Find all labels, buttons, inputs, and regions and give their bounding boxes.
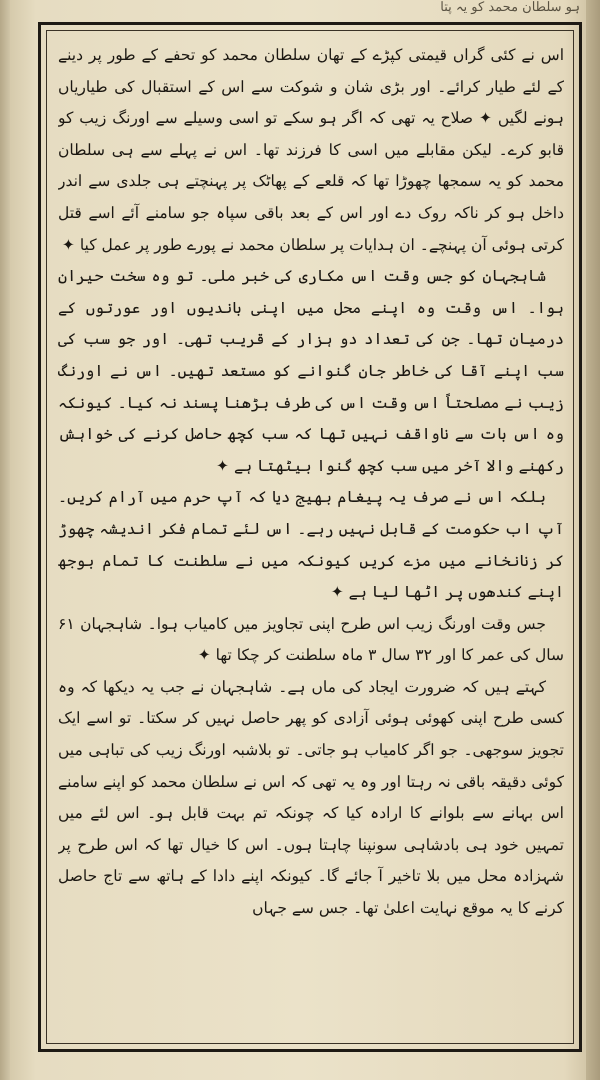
book-edge-right	[586, 0, 600, 1080]
paragraph-2: شاہجہان کو جس وقت اس مکاری کی خبر ملی۔ تو وہ سخت حیران ہوا۔ اس وقت وہ اپنے محل میں اپنی باندیوں اور عورتوں کے درمیان تھا۔ جن کی تعداد دو ہزار کے قریب تھی۔ اور جو سب کی سب اپنے آقا کی خاطر جان گنوانے کو مستعد تھیں۔ اس نے اورنگ زیب نے مصلحتاً اس وقت اس کی طرف بڑھنا پسند نہ کیا۔ کیونکہ وہ اس بات سے ناواقف نہیں تھا کہ سب کچھ حاصل کرنے کی خواہش رکھنے والا آخر میں سب کچھ گنوا بیٹھتا ہے ✦	[58, 267, 564, 475]
paragraph-1: اس نے کئی گراں قیمتی کپڑے کے تھان سلطان محمد کو تحفے کے طور پر دینے کے لئے طیار کرائے۔ اور بڑی شان و شوکت سے اس کے استقبال کی طیاریاں ہونے لگیں ✦ صلاح یہ تھی کہ اگر ہو سکے تو اسی وسیلے سے اورنگ زیب کو قابو کرے۔ لیکن مقابلے میں اسی کا فرزند تھا۔ اس نے پہلے سے ہی سلطان محمد کو یہ سمجھا چھوڑا تھا کہ قلعے کے پھاٹک پر پہنچتے ہی جلدی سے اندر داخل ہو کر ناکہ روک دے اور اس کے بعد باقی سپاہ جو سامنے آئے اسے قتل کرتی ہوئی آن پہنچے۔ ان ہدایات پر سلطان محمد نے پورے طور پر عمل کیا ✦	[58, 46, 564, 254]
paragraph-4: جس وقت اورنگ زیب اس طرح اپنی تجاویز میں کامیاب ہوا۔ شاہجہان ۶۱ سال کی عمر کا اور ۳۲ سال ۳ ماہ سلطنت کر چکا تھا ✦	[58, 614, 564, 665]
book-edge-left	[0, 0, 10, 1080]
urdu-text-body	[58, 40, 564, 1035]
paragraph-3: بلکہ اس نے صرف یہ پیغام بھیج دیا کہ آپ حرم میں آرام کریں۔ آپ اب حکومت کے قابل نہیں رہے۔ اس لئے تمام فکر اندیشہ چھوڑ کر زنانخانے میں مزے کریں کیونکہ میں نے سلطنت کا تمام بوجھ اپنے کندھوں پر اٹھا لیا ہے ✦	[58, 488, 564, 602]
previous-page-fragment: ہو سلطان محمد کو یہ پتا	[440, 0, 580, 15]
paragraph-5: کہتے ہیں کہ ضرورت ایجاد کی ماں ہے۔ شاہجہان نے جب یہ دیکھا کہ وہ کسی طرح اپنی کھوئی ہوئی آزادی کو پھر حاصل نہیں کر سکتا۔ تو اسے ایک تجویز سوجھی۔ جو اگر کامیاب ہو جاتی۔ تو بلاشبہ اورنگ زیب کی تباہی میں کوئی دقیقہ باقی نہ رہتا اور وہ یہ تھی کہ اس نے سلطان محمد کو اپنے سامنے اس بہانے سے بلوانے کا ارادہ کیا کہ چونکہ تم بہت قابل ہو۔ اس لئے میں تمہیں خود ہی بادشاہی سونپنا چاہتا ہوں۔ اس کا خیال تھا کہ اس طرح پر شہزادہ محل میں بلا تاخیر آ جائے گا۔ کیونکہ اپنے دادا کے ہاتھ سے تاج حاصل کرنے کا یہ موقع نہایت اعلیٰ تھا۔ جس سے جہاں	[58, 677, 564, 918]
